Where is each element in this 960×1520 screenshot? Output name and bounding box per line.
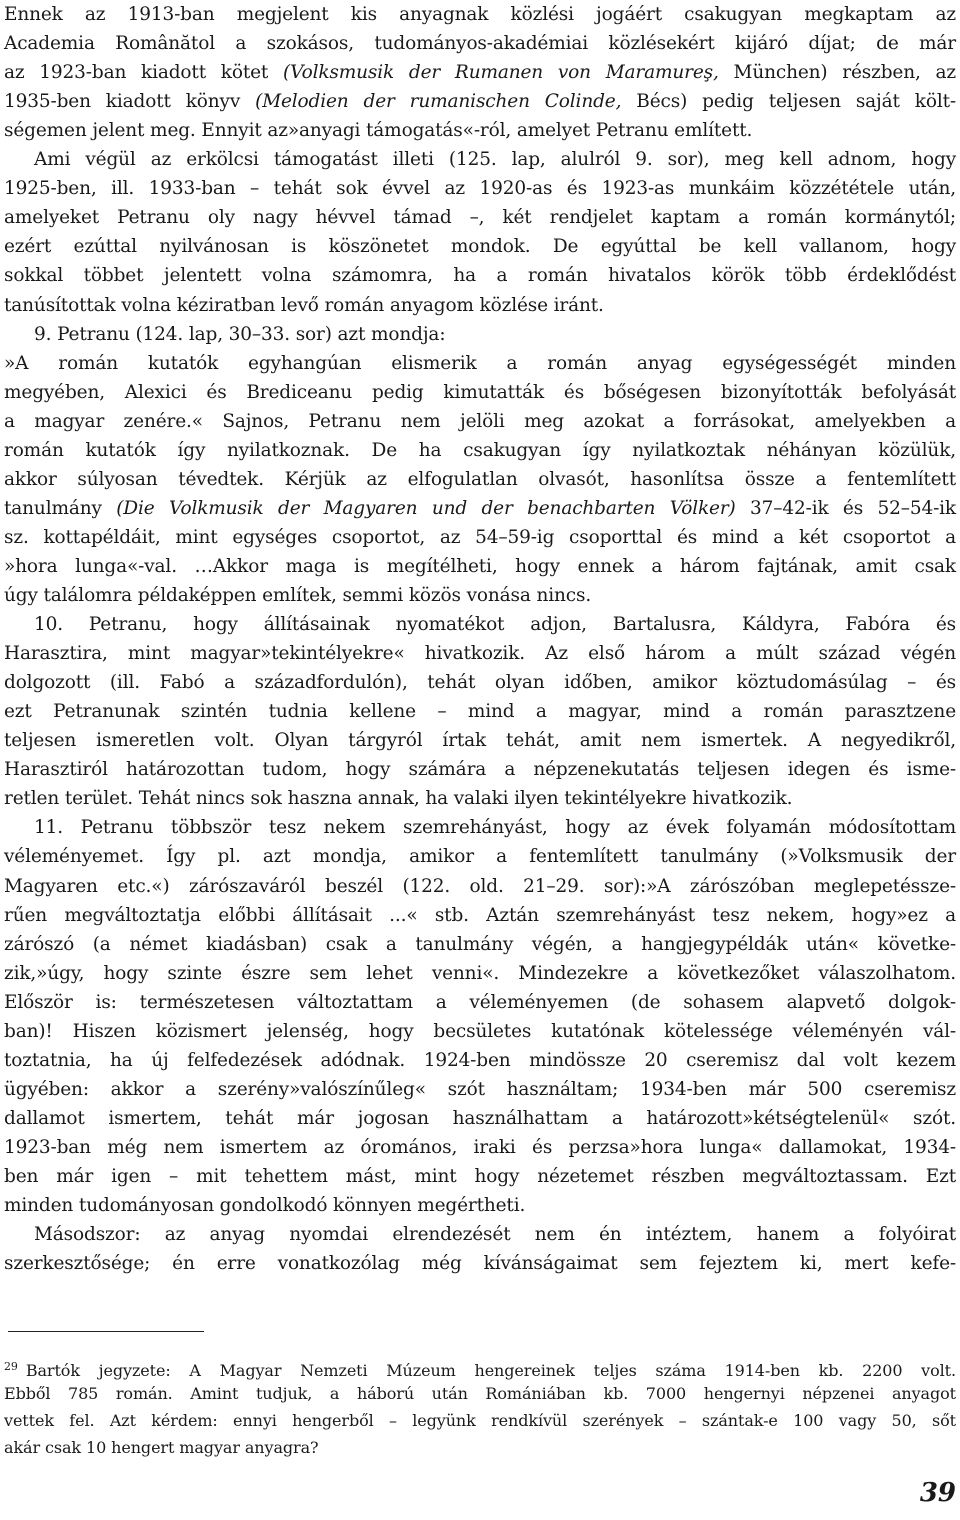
text-line: szerkesztősége; én erre vonatkozólag még kívánságaimat sem fejeztem ki, mert kefe- — [4, 1253, 956, 1275]
text-line: Másodszor: az anyag nyomdai elrendezését nem én intéztem, hanem a folyóirat — [34, 1224, 956, 1246]
text-line: Ami végül az erkölcsi támogatást illeti (125. lap, alulról 9. sor), meg kell adnom, hogy — [34, 149, 956, 171]
text-line: ségemen jelent meg. Ennyit az»anyagi támogatás«-ról, amelyet Petranu említett. — [4, 120, 753, 142]
text-line: 1923-ban még nem ismertem az óromános, iraki és perzsa»hora lunga« dallamokat, 1934- — [4, 1136, 956, 1158]
text-line: Ennek az 1913-ban megjelent kis anyagnak közlési jogáért csakugyan megkaptam az — [4, 4, 956, 25]
text-line: amelyeket Petranu oly nagy hévvel támad –, két rendjelet kaptam a román kormánytól; — [4, 207, 956, 229]
text-line: Harasztiról határozottan tudom, hogy számára a népzenekutatás teljesen idegen és isme- — [4, 759, 956, 781]
text-line: Harasztira, mint magyar»tekintélyekre« hivatkozik. Az első három a múlt század végén — [4, 643, 956, 665]
text-line: toztatnia, ha új felfedezések adódnak. 1924-ben mindössze 20 cseremisz dal volt kezem — [4, 1049, 956, 1071]
text-line: tanulmány (Die Volkmusik der Magyaren und der benachbarten Völker) 37–42-ik és 52–54-ik — [4, 497, 956, 519]
text-line: sokkal többet jelentett volna számomra, ha a román hivatalos körök több érdeklődést — [4, 265, 956, 287]
footnote-line: Ebből 785 román. Amint tudjuk, a háború után Romániában kb. 7000 hengernyi népzenei anyagot — [4, 1384, 956, 1403]
text-line: »hora lunga«-val. …Akkor maga is megítélheti, hogy ennek a három fajtának, amit csak — [4, 555, 956, 577]
text-line: teljesen ismeretlen volt. Olyan tárgyról írtak tehát, amit nem ismertek. A negyedikről, — [4, 730, 956, 752]
text-line: zárószó (a német kiadásban) csak a tanulmány végén, a hangjegypéldák után« követke- — [4, 933, 956, 955]
text-line: minden tudományosan gondolkodó könnyen megértheti. — [4, 1195, 526, 1217]
text-line: ban)! Hiszen közismert jelenség, hogy becsületes kutatónak kötelessége véleményén vál- — [4, 1020, 956, 1042]
text-line: dallamot ismertem, tehát már jogosan használhattam a határozott»kétségtelenül« szót. — [4, 1107, 956, 1129]
text-line: sz. kottapéldáit, mint egységes csoportot, az 54–59-ig csoporttal és mind a két csoportot a — [4, 526, 956, 548]
text-line: akkor súlyosan tévedtek. Kérjük az elfogulatlan olvasót, hasonlítsa össze a fentemlített — [4, 468, 956, 490]
text-line: zik,»úgy, hogy szinte észre sem lehet venni«. Mindezekre a következőket válaszolhatom. — [4, 962, 956, 984]
text-line: 11. Petranu többször tesz nekem szemrehányást, hogy az évek folyamán módosítottam — [34, 817, 956, 839]
text-line: dolgozott (ill. Fabó a századfordulón), tehát olyan időben, amikor köztudomásúlag – és — [4, 672, 956, 694]
text-line: a magyar zenére.« Sajnos, Petranu nem jelöli meg azokat a forrásokat, amelyekben a — [4, 410, 956, 432]
text-line: megyében, Alexici és Brediceanu pedig kimutatták és bőségesen bizonyították befolyását — [4, 381, 956, 403]
text-line: 1925-ben, ill. 1933-ban – tehát sok évvel az 1920-as és 1923-as munkáim közzététele után, — [4, 178, 956, 200]
text-line: ezért ezúttal nyilvánosan is köszönetet mondok. De egyúttal be kell vallanom, hogy — [4, 236, 956, 258]
text-line: az 1923-ban kiadott kötet (Volksmusik der Rumanen von Maramureş, München) részben, az — [4, 62, 956, 84]
text-line: retlen terület. Tehát nincs sok haszna annak, ha valaki ilyen tekintélyekre hivatkozik. — [4, 788, 793, 810]
text-line: tanúsítottak volna kéziratban levő román anyagom közlése iránt. — [4, 294, 604, 316]
text-line: 9. Petranu (124. lap, 30–33. sor) azt mondja: — [34, 323, 446, 345]
text-line: román kutatók így nyilatkoznak. De ha csakugyan így nyilatkoztak néhányan közülük, — [4, 439, 956, 461]
text-line: véleményemet. Így pl. azt mondja, amikor a fentemlített tanulmány (»Volksmusik der — [4, 846, 956, 868]
footnote-line: akár csak 10 hengert magyar anyagra? — [4, 1438, 319, 1457]
page-number: 39 — [919, 1478, 956, 1508]
footnote-marker: 29 — [4, 1360, 18, 1373]
footnote-line: $^{29}$ Bartók jegyzete: A Magyar Nemzeti Múzeum hengereinek teljes száma 1914-ben kb. 2200 volt. — [4, 1360, 956, 1380]
text-line: rűen megváltoztatja előbbi állításait ...« stb. Aztán szemrehányást tesz nekem, hogy»ez a — [4, 904, 956, 926]
text-line: Magyaren etc.«) zárószaváról beszél (122. old. 21–29. sor):»A zárószóban meglepetéssze- — [4, 875, 956, 897]
text-line: ügyében: akkor a szerény»valószínűleg« szót használtam; 1934-ben már 500 cseremisz — [4, 1078, 956, 1100]
text-line: Először is: természetesen változtattam a véleményemen (de sohasem alapvető dolgok- — [4, 991, 956, 1013]
text-line: 10. Petranu, hogy állításainak nyomatékot adjon, Bartalusra, Káldyra, Fabóra és — [34, 614, 956, 636]
text-line: 1935-ben kiadott könyv (Melodien der rumanischen Colinde, Bécs) pedig teljesen saját költ- — [4, 91, 956, 113]
footnote-separator — [8, 1331, 204, 1332]
text-line: »A román kutatók egyhangúan elismerik a román anyag egységességét minden — [4, 352, 956, 374]
text-line: ben már igen – mit tehettem mást, mint hogy nézetemet részben megváltoztassam. Ezt — [4, 1166, 956, 1187]
text-line: Academia Românătol a szokásos, tudományos-akadémiai közlésekért kijáró díjat; de már — [4, 33, 956, 55]
footnote-line: vettek fel. Azt kérdem: ennyi hengerből – legyünk rendkívül szerények – szántak-e 100 vagy 50, sőt — [4, 1411, 956, 1430]
text-line: úgy találomra példaképpen említek, semmi közös vonása nincs. — [4, 585, 592, 606]
text-line: ezt Petranunak szintén tudnia kellene – mind a magyar, mind a román parasztzene — [4, 701, 956, 723]
